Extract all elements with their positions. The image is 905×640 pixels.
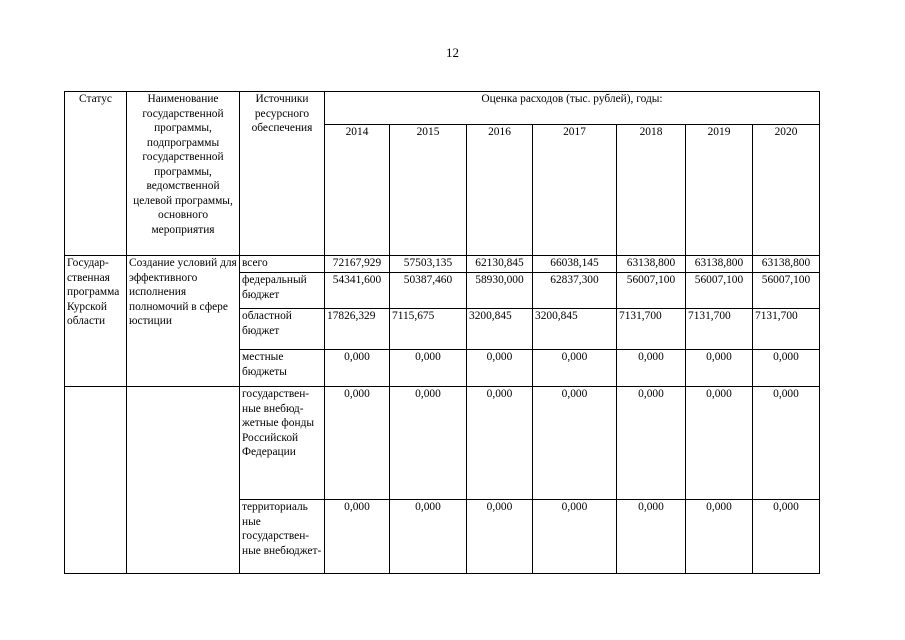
table-row: [65, 387, 820, 500]
header-year: 2014: [325, 125, 390, 256]
source-label: областной бюджет: [240, 309, 325, 350]
source-label: государствен-ные внебюд-жетные фонды Российской Федерации: [240, 387, 325, 500]
value-cell: 7131,700: [753, 309, 820, 350]
header-sources: Источники ресурсного обеспечения: [240, 92, 325, 256]
value-cell: 0,000: [390, 500, 467, 574]
value-cell: 0,000: [533, 500, 617, 574]
value-cell: 0,000: [325, 350, 390, 387]
value-cell: 0,000: [617, 500, 686, 574]
header-name: Наименование государственной программы, подпрограммы государственной программы, ведомственной целевой программы, основного мероприятия: [127, 92, 240, 256]
value-cell: 0,000: [686, 350, 753, 387]
header-row: [65, 92, 820, 125]
value-cell: 0,000: [617, 350, 686, 387]
source-label: всего: [240, 256, 325, 273]
program-status: Государ-ственная программа Курской области: [65, 256, 127, 387]
value-cell: 3200,845: [467, 309, 533, 350]
value-cell: 0,000: [753, 387, 820, 500]
header-year: 2019: [686, 125, 753, 256]
header-year: 2015: [390, 125, 467, 256]
budget-table: [64, 91, 820, 574]
value-cell: 0,000: [467, 500, 533, 574]
value-cell: 0,000: [617, 387, 686, 500]
value-cell: 63138,800: [753, 256, 820, 273]
value-cell: 0,000: [467, 350, 533, 387]
value-cell: 17826,329: [325, 309, 390, 350]
value-cell: 63138,800: [617, 256, 686, 273]
value-cell: 0,000: [390, 387, 467, 500]
value-cell: 0,000: [533, 387, 617, 500]
value-cell: 0,000: [753, 350, 820, 387]
value-cell: 0,000: [686, 500, 753, 574]
header-year: 2017: [533, 125, 617, 256]
value-cell: 0,000: [467, 387, 533, 500]
value-cell: 66038,145: [533, 256, 617, 273]
header-year: 2020: [753, 125, 820, 256]
header-estimate: Оценка расходов (тыс. рублей), годы:: [325, 92, 820, 125]
header-status: Статус: [65, 92, 127, 256]
value-cell: 0,000: [325, 387, 390, 500]
value-cell: 56007,100: [617, 273, 686, 309]
value-cell: 54341,600: [325, 273, 390, 309]
value-cell: 56007,100: [686, 273, 753, 309]
value-cell: 7115,675: [390, 309, 467, 350]
header-year: 2018: [617, 125, 686, 256]
table-row: [65, 256, 820, 273]
value-cell: 3200,845: [533, 309, 617, 350]
value-cell: 57503,135: [390, 256, 467, 273]
program-name: Создание условий для эффективного исполнения полномочий в сфере юстиции: [127, 256, 240, 387]
value-cell: 7131,700: [617, 309, 686, 350]
value-cell: 0,000: [753, 500, 820, 574]
value-cell: 62130,845: [467, 256, 533, 273]
value-cell: 63138,800: [686, 256, 753, 273]
header-year: 2016: [467, 125, 533, 256]
value-cell: 72167,929: [325, 256, 390, 273]
value-cell: 0,000: [325, 500, 390, 574]
value-cell: 7131,700: [686, 309, 753, 350]
value-cell: 0,000: [533, 350, 617, 387]
value-cell: 50387,460: [390, 273, 467, 309]
source-label: местные бюджеты: [240, 350, 325, 387]
source-label: федеральный бюджет: [240, 273, 325, 309]
page-number: 12: [446, 45, 459, 60]
value-cell: 0,000: [686, 387, 753, 500]
source-label: территориаль ные государствен-ные внебюджет-: [240, 500, 325, 574]
value-cell: 58930,000: [467, 273, 533, 309]
value-cell: 56007,100: [753, 273, 820, 309]
empty-name-cell: [127, 387, 240, 574]
value-cell: 62837,300: [533, 273, 617, 309]
empty-status-cell: [65, 387, 127, 574]
value-cell: 0,000: [390, 350, 467, 387]
